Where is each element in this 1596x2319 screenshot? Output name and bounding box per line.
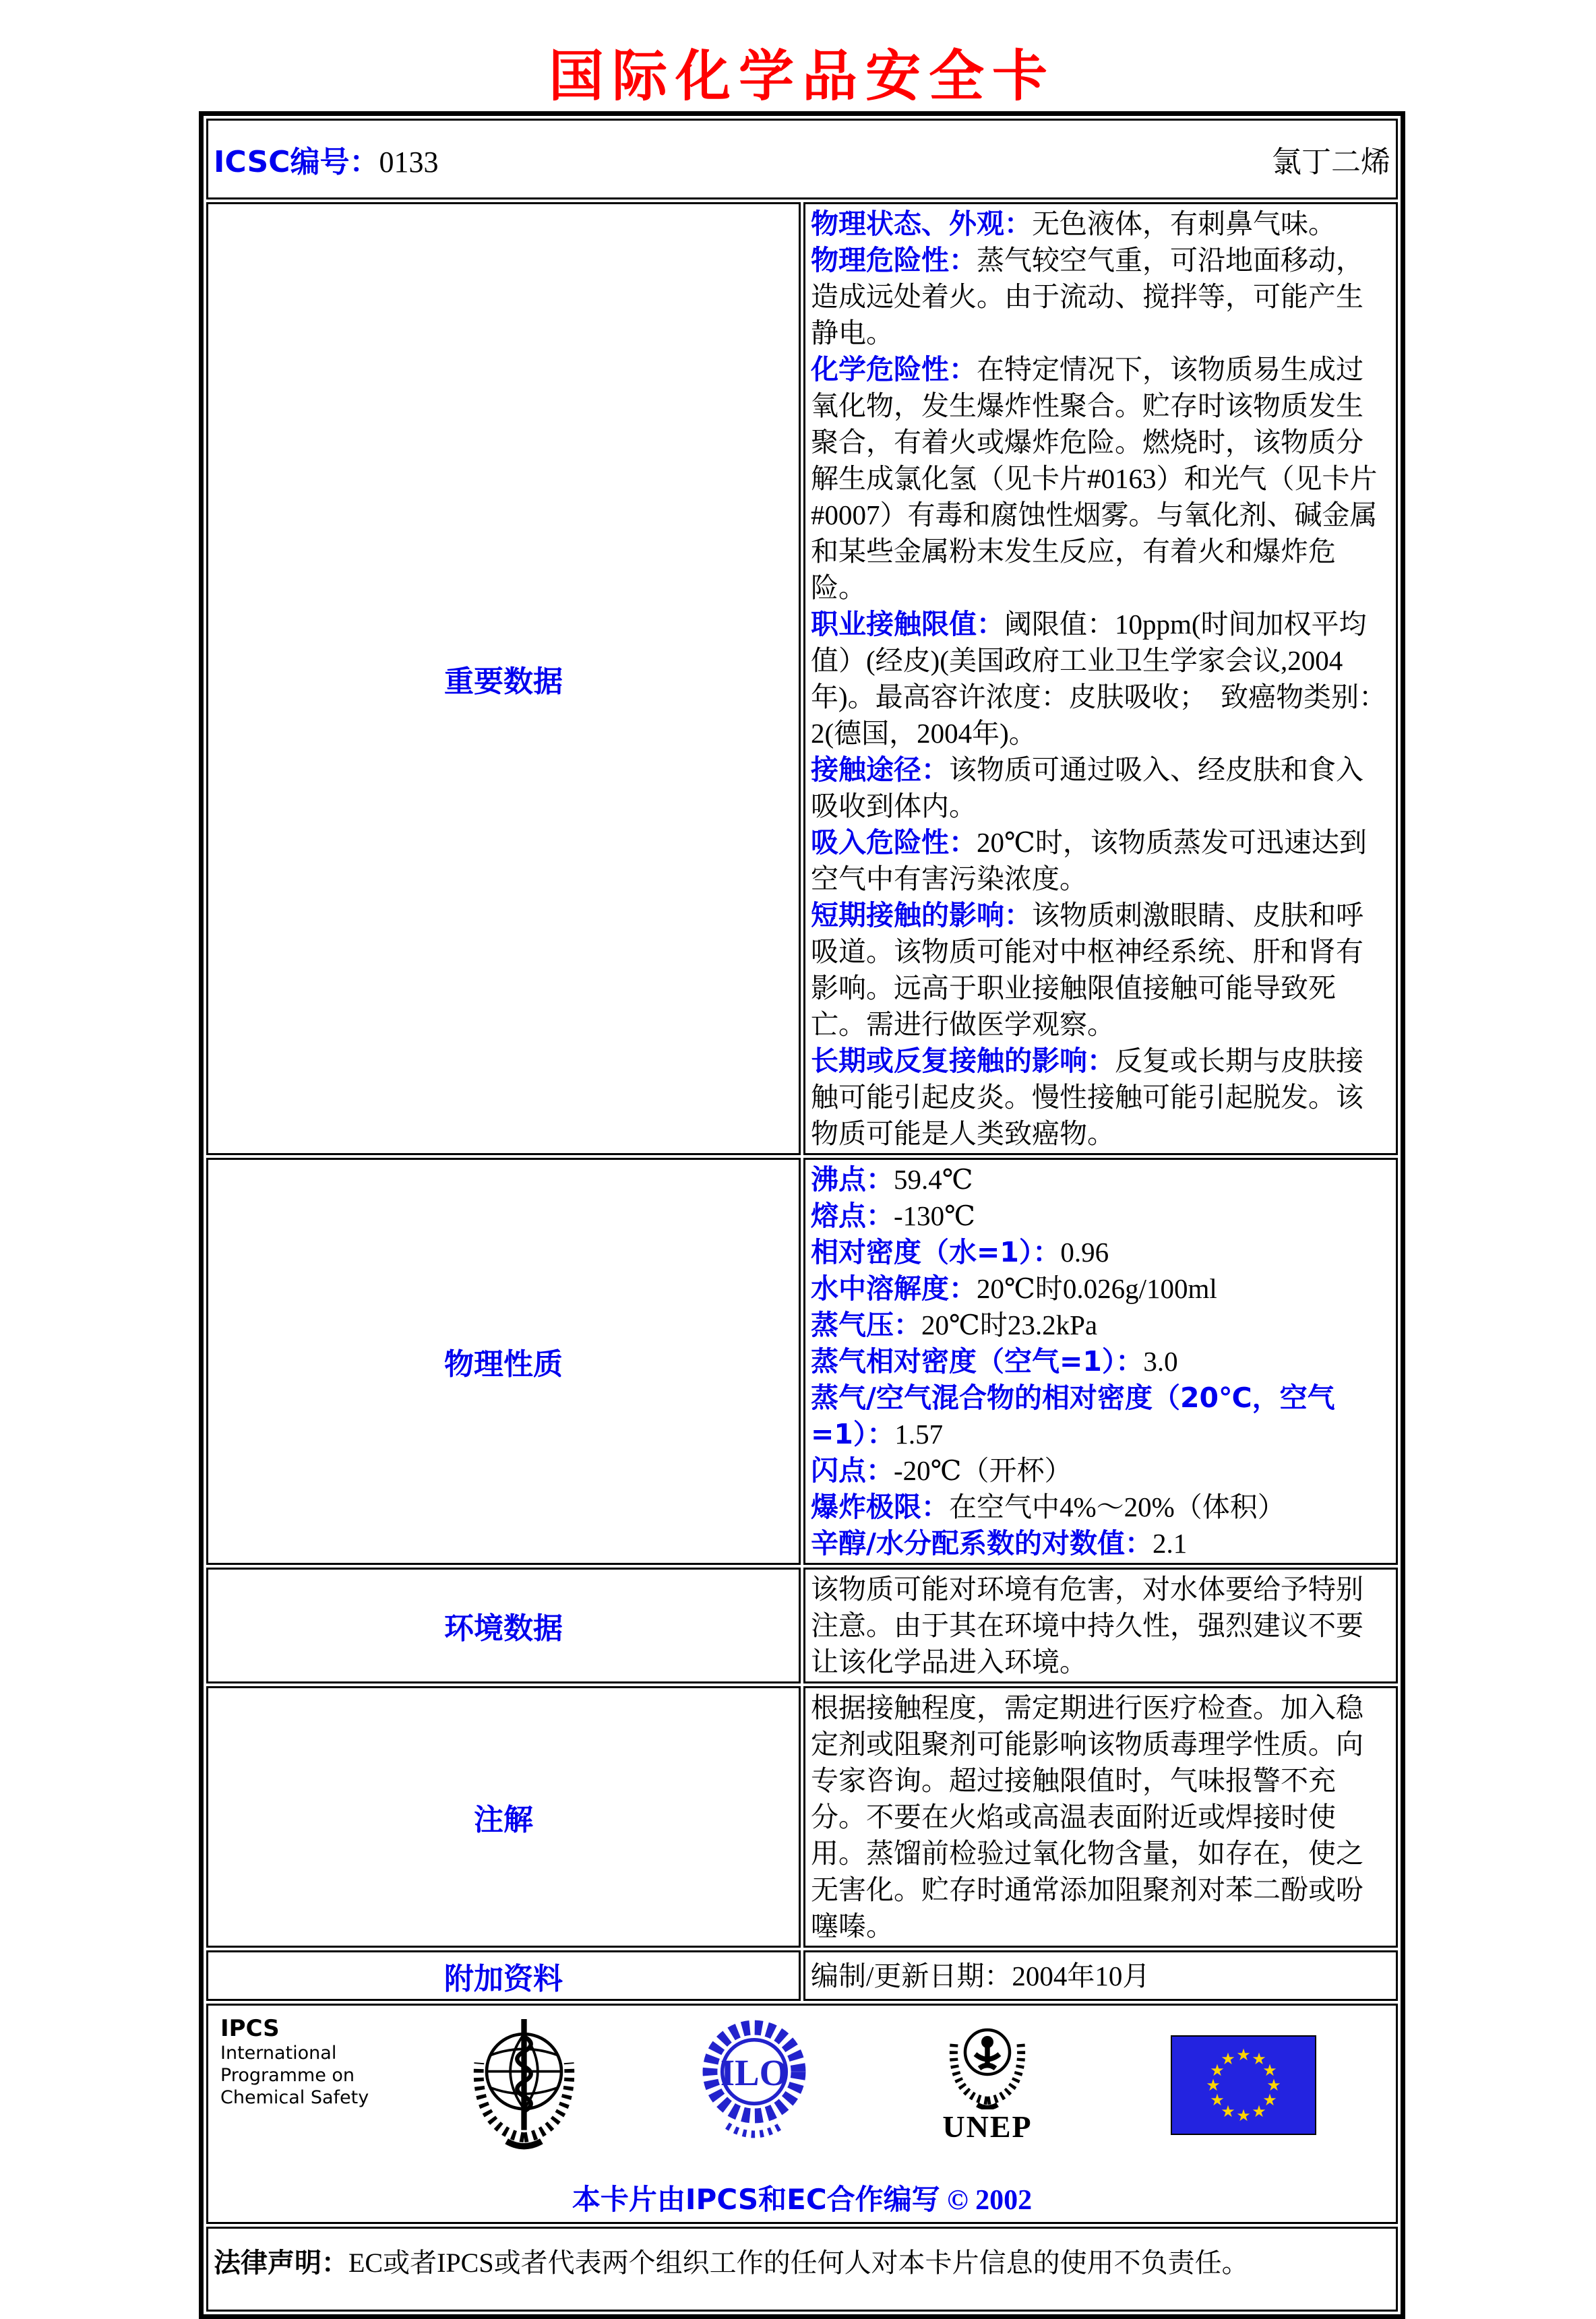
unep-logo-icon: [933, 2015, 1041, 2144]
ilo-logo-text: ILO: [720, 2052, 789, 2094]
legal-label: 法律声明：: [214, 2247, 348, 2279]
field-value: 1.57: [894, 1419, 944, 1450]
field-label: 熔点：: [811, 1200, 894, 1232]
svg-text:★: ★: [1210, 2061, 1225, 2080]
field-label: 水中溶解度：: [811, 1272, 977, 1305]
field-value: 根据接触程度，需定期进行医疗检查。加入稳定剂或阻聚剂可能影响该物质毒理学性质。向专家咨询。超过接触限值时，气味报警不充分。不要在火焰或高温表面附近或焊接时使用。蒸馏前检验过氧化物含量，如存在，使之无害化。贮存时通常添加阻聚剂对苯二酚或吩噻嗪。: [811, 1692, 1363, 1942]
ipcs-name: IPCS: [220, 2015, 280, 2042]
field-value: 20℃时23.2kPa: [921, 1309, 1098, 1340]
section-content-environment: [803, 1568, 1398, 1683]
icsc-number-row: [206, 119, 1398, 199]
field-value: 20℃时，该物质蒸发可迅速达到空气中有害污染浓度。: [811, 827, 1367, 894]
field-value: 该物质可通过吸入、经皮肤和食入吸收到体内。: [811, 754, 1363, 822]
field-label: 蒸气/空气混合物的相对密度（20℃，空气=1）：: [811, 1382, 1335, 1450]
card-table: [199, 111, 1405, 2319]
field-value: 该物质刺激眼睛、皮肤和呼吸道。该物质可能对中枢神经系统、肝和肾有影响。远高于职业接触限值接触可能导致死亡。需进行做医学观察。: [811, 900, 1363, 1040]
field-label: 相对密度（水=1）：: [811, 1236, 1061, 1268]
section-label-important: 重要数据: [206, 202, 801, 1155]
section-content-additional: [803, 1950, 1398, 2001]
field-value: 无色液体，有刺鼻气味。: [1032, 208, 1336, 239]
svg-text:★: ★: [1252, 2049, 1266, 2068]
field-label: 沸点：: [811, 1163, 894, 1196]
svg-text:★: ★: [1206, 2076, 1221, 2095]
svg-text:★: ★: [1236, 2045, 1251, 2064]
ipcs-line1: International: [220, 2043, 337, 2064]
field-value: -20℃（开杯）: [894, 1455, 1072, 1486]
eu-flag-icon: [1171, 2035, 1316, 2138]
svg-text:★: ★: [1266, 2076, 1281, 2095]
svg-text:★: ★: [1210, 2091, 1225, 2109]
logos-row: [206, 2004, 1398, 2224]
field-value: -130℃: [894, 1200, 976, 1231]
field-label: 闪点：: [811, 1454, 894, 1487]
credit-text: 本卡片由IPCS和EC合作编写: [572, 2183, 940, 2216]
field-label: 化学危险性：: [811, 353, 977, 385]
field-label: 爆炸极限：: [811, 1491, 949, 1523]
who-logo-icon: [462, 2015, 586, 2159]
icsc-number: 0133: [379, 146, 439, 179]
field-label: 接触途径：: [811, 753, 949, 786]
field-label: 短期接触的影响：: [811, 899, 1032, 931]
field-value: 阈限值：10ppm(时间加权平均值）(经皮)(美国政府工业卫生学家会议,2004年)。最高容许浓度：皮肤吸收； 致癌物类别：2(德国，2004年)。: [811, 609, 1387, 749]
svg-text:★: ★: [1221, 2049, 1235, 2068]
chemical-name: 氯丁二烯: [1272, 146, 1390, 179]
svg-text:★: ★: [1262, 2061, 1277, 2080]
section-label-physical: 物理性质: [206, 1158, 801, 1565]
icsc-label: ICSC编号：: [214, 145, 379, 179]
field-value: 59.4℃: [894, 1164, 973, 1195]
field-value: 3.0: [1143, 1346, 1178, 1377]
field-label: 蒸气压：: [811, 1309, 921, 1341]
svg-text:★: ★: [1221, 2102, 1235, 2121]
field-value: 反复或长期与皮肤接触可能引起皮炎。慢性接触可能引起脱发。该物质可能是人类致癌物。: [811, 1045, 1363, 1149]
copyright: © 2002: [947, 2185, 1033, 2216]
legal-row: [206, 2227, 1398, 2312]
field-label: 辛醇/水分配系数的对数值：: [811, 1527, 1153, 1559]
field-value: 0.96: [1060, 1237, 1109, 1268]
ipcs-line2: Programme on: [220, 2065, 355, 2086]
field-label: 物理状态、外观：: [811, 208, 1032, 240]
field-label: 物理危险性：: [811, 244, 977, 276]
field-label: 职业接触限值：: [811, 608, 1004, 640]
section-content-important: [803, 202, 1398, 1155]
field-value: 2.1: [1152, 1528, 1188, 1559]
field-value: 在空气中4%～20%（体积）: [949, 1491, 1285, 1522]
section-content-notes: [803, 1686, 1398, 1948]
field-value: 编制/更新日期：2004年10月: [811, 1960, 1150, 1991]
svg-text:★: ★: [1262, 2091, 1277, 2109]
field-value: 该物质可能对环境有危害，对水体要给予特别注意。由于其在环境中持久性，强烈建议不要让该化学品进入环境。: [811, 1574, 1363, 1677]
logos-strip: [215, 2015, 1389, 2159]
page-title: 国际化学品安全卡: [548, 44, 1055, 109]
section-label-notes: 注解: [206, 1686, 801, 1948]
field-value: 蒸气较空气重，可沿地面移动，造成远处着火。由于流动、搅拌等，可能产生静电。: [811, 245, 1363, 348]
ilo-logo-icon: [693, 2015, 816, 2146]
unep-logo-text: UNEP: [942, 2109, 1033, 2144]
icsc-card: [199, 111, 1405, 2319]
field-label: 吸入危险性：: [811, 826, 977, 859]
svg-text:★: ★: [1252, 2102, 1266, 2121]
section-label-environment: 环境数据: [206, 1568, 801, 1683]
credit-line: [215, 2177, 1389, 2218]
section-label-additional: 附加资料: [206, 1950, 801, 2001]
legal-text: EC或者IPCS或者代表两个组织工作的任何人对本卡片信息的使用不负责任。: [348, 2247, 1249, 2278]
field-value: 在特定情况下，该物质易生成过氧化物，发生爆炸性聚合。贮存时该物质发生聚合，有着火或爆炸危险。燃烧时，该物质分解生成氯化氢（见卡片#0163）和光气（见卡片#0007）有毒和腐蚀性烟雾。与氧化剂、碱金属和某些金属粉末发生反应，有着火和爆炸危险。: [811, 354, 1378, 603]
field-label: 蒸气相对密度（空气=1）：: [811, 1345, 1144, 1378]
ipcs-block: [220, 2015, 409, 2109]
svg-text:★: ★: [1236, 2106, 1251, 2125]
ipcs-line3: Chemical Safety: [220, 2087, 369, 2108]
field-value: 20℃时0.026g/100ml: [977, 1273, 1217, 1304]
section-content-physical: [803, 1158, 1398, 1565]
field-label: 长期或反复接触的影响：: [811, 1045, 1115, 1077]
